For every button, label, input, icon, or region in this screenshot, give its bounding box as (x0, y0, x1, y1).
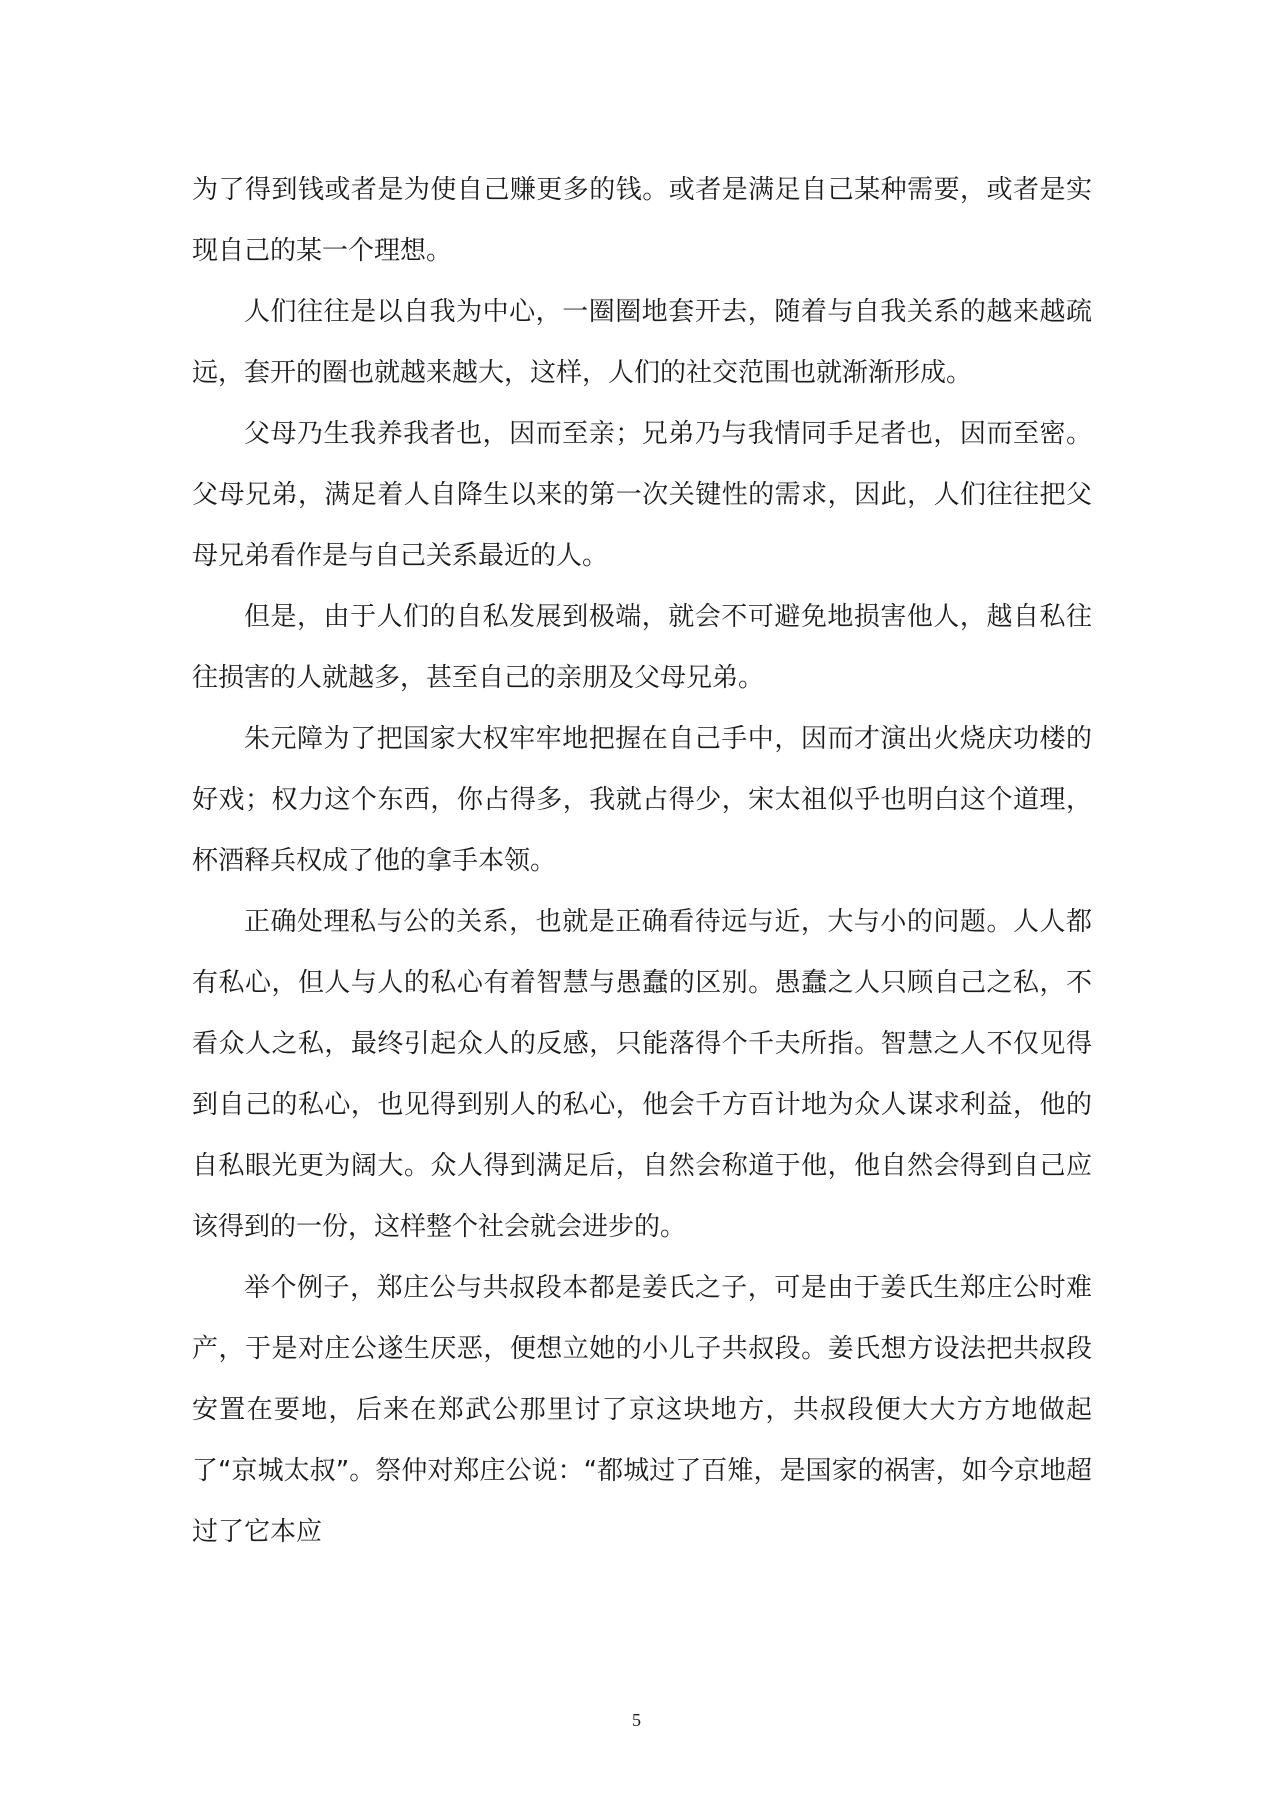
paragraph: 正确处理私与公的关系，也就是正确看待远与近，大与小的问题。人人都有私心，但人与人的私心有着智慧与愚蠢的区别。愚蠢之人只顾自己之私，不看众人之私，最终引起众人的反感，只能落得个千夫所指。智慧之人不仅见得到自己的私心，也见得到别人的私心，他会千方百计地为众人谋求利益，他的自私眼光更为阔大。众人得到满足后，自然会称道于他，他自然会得到自己应该得到的一份，这样整个社会就会进步的。 (192, 907, 1092, 1242)
body-text (192, 160, 1092, 1563)
paragraph: 人们往往是以自我为中心，一圈圈地套开去，随着与自我关系的越来越疏远，套开的圈也就越来越大，这样，人们的社交范围也就渐渐形成。 (192, 297, 1092, 388)
paragraph-continuation: 为了得到钱或者是为使自己赚更多的钱。或者是满足自己某种需要，或者是实现自己的某一个理想。 (192, 175, 1092, 266)
paragraph: 朱元障为了把国家大权牢牢地把握在自己手中，因而才演出火烧庆功楼的好戏；权力这个东西，你占得多，我就占得少，宋太祖似乎也明白这个道理，杯酒释兵权成了他的拿手本领。 (192, 724, 1092, 876)
paragraph: 父母乃生我养我者也，因而至亲；兄弟乃与我情同手足者也，因而至密。父母兄弟，满足着人自降生以来的第一次关键性的需求，因此，人们往往把父母兄弟看作是与自己关系最近的人。 (192, 419, 1092, 571)
page-number: 5 (632, 1710, 641, 1730)
paragraph: 举个例子，郑庄公与共叔段本都是姜氏之子，可是由于姜氏生郑庄公时难产，于是对庄公遂生厌恶，便想立她的小儿子共叔段。姜氏想方设法把共叔段安置在要地，后来在郑武公那里讨了京这块地方，共叔段便大大方方地做起了“京城太叔”。祭仲对郑庄公说：“都城过了百雉，是国家的祸害，如今京地超过了它本应 (192, 1273, 1092, 1547)
paragraph: 但是，由于人们的自私发展到极端，就会不可避免地损害他人，越自私往往损害的人就越多，甚至自己的亲朋及父母兄弟。 (192, 602, 1092, 693)
